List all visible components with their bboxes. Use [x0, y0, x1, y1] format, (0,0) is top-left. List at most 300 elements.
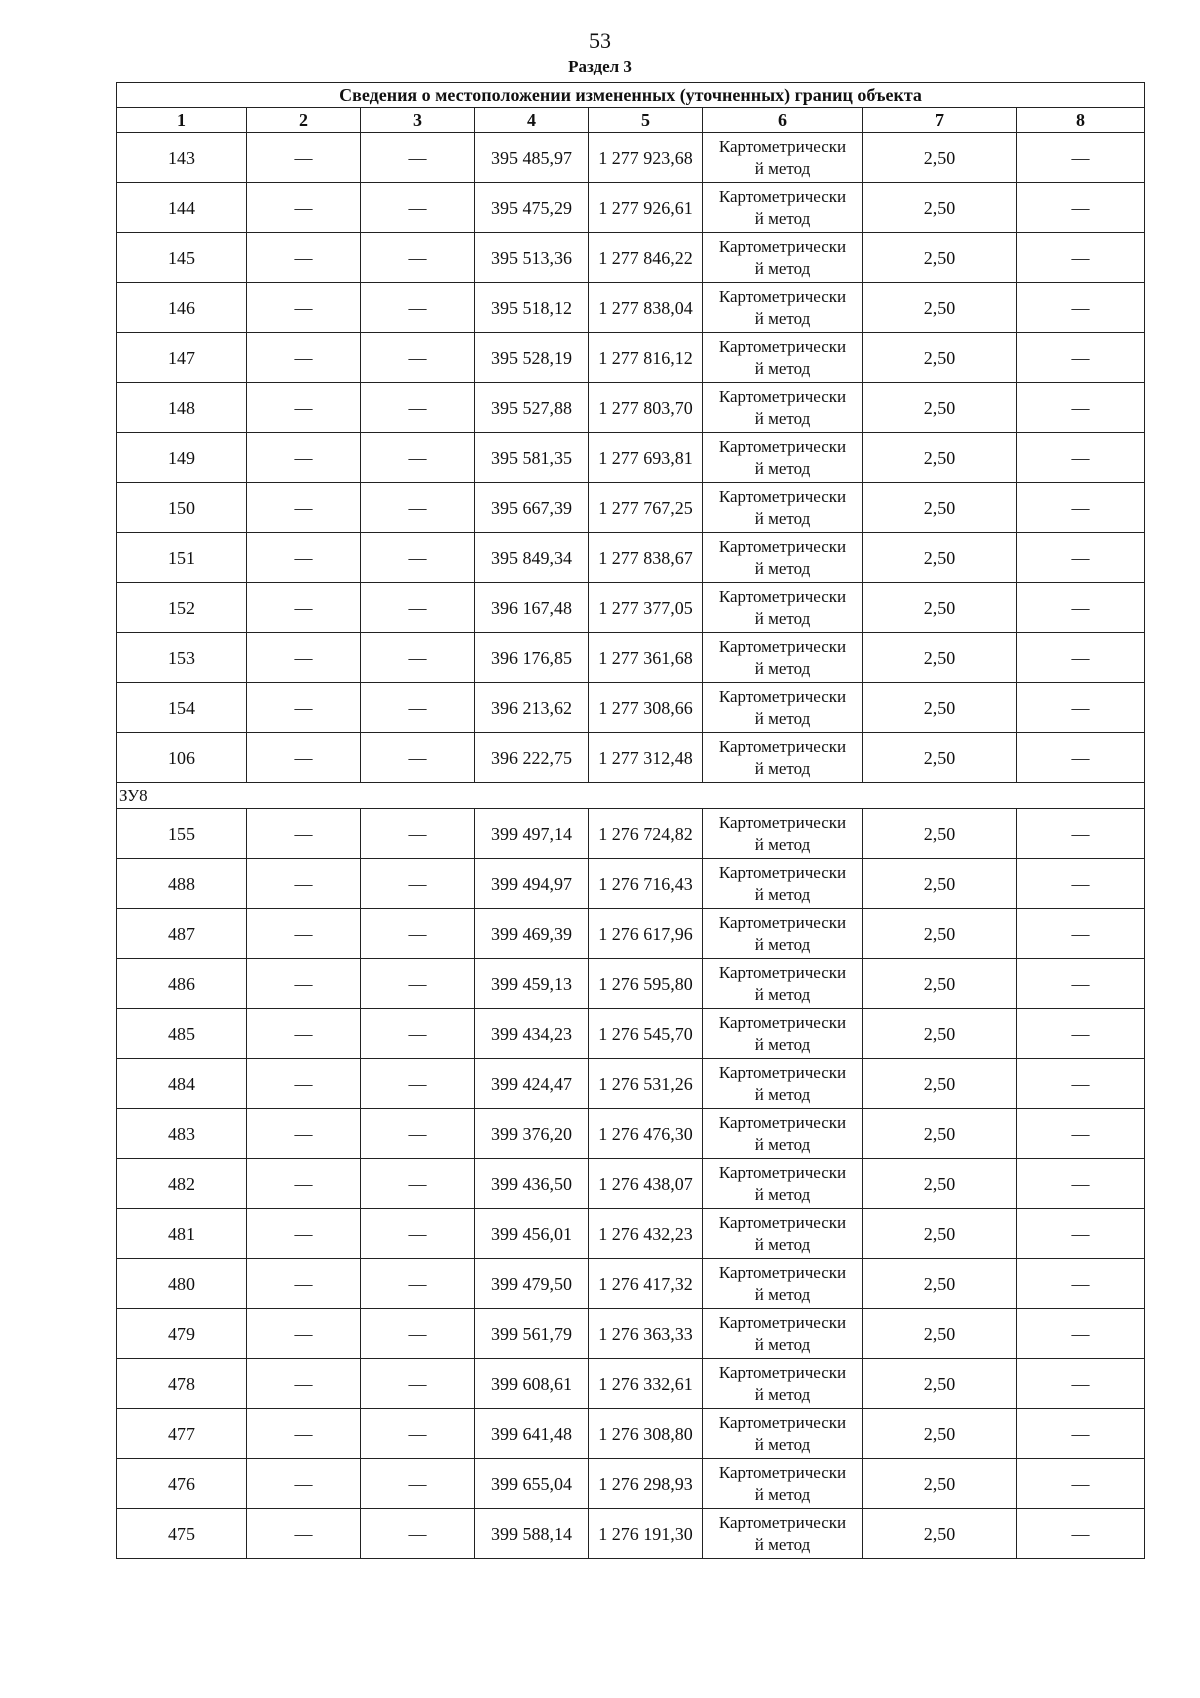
column-3-cell: —: [361, 1309, 475, 1359]
column-number: 6: [703, 108, 863, 133]
column-2-cell: —: [247, 333, 361, 383]
y-coordinate-cell: 1 277 838,67: [589, 533, 703, 583]
method-line-2: й метод: [754, 708, 811, 728]
method-line-1: Картометрически: [718, 1112, 847, 1132]
y-coordinate-cell: 1 276 363,33: [589, 1309, 703, 1359]
method-line-1: Картометрически: [718, 136, 847, 156]
column-3-cell: —: [361, 859, 475, 909]
column-2-cell: —: [247, 1209, 361, 1259]
method-line-1: Картометрически: [718, 186, 847, 206]
method-cell: [703, 1459, 863, 1509]
accuracy-cell: 2,50: [863, 233, 1017, 283]
table-row: [117, 333, 1145, 383]
point-number-cell: 148: [117, 383, 247, 433]
x-coordinate-cell: 395 518,12: [475, 283, 589, 333]
point-number-cell: 106: [117, 733, 247, 783]
accuracy-cell: 2,50: [863, 909, 1017, 959]
x-coordinate-cell: 399 376,20: [475, 1109, 589, 1159]
method-line-1: Картометрически: [718, 636, 847, 656]
column-2-cell: —: [247, 1409, 361, 1459]
x-coordinate-cell: 395 528,19: [475, 333, 589, 383]
x-coordinate-cell: 399 424,47: [475, 1059, 589, 1109]
x-coordinate-cell: 395 581,35: [475, 433, 589, 483]
point-number-cell: 146: [117, 283, 247, 333]
x-coordinate-cell: 395 667,39: [475, 483, 589, 533]
column-8-cell: —: [1017, 483, 1145, 533]
column-2-cell: —: [247, 733, 361, 783]
column-2-cell: —: [247, 959, 361, 1009]
point-number-cell: 154: [117, 683, 247, 733]
method-line-2: й метод: [754, 984, 811, 1004]
method-line-2: й метод: [754, 1484, 811, 1504]
column-8-cell: —: [1017, 633, 1145, 683]
boundary-coordinates-table: [116, 82, 1145, 1559]
x-coordinate-cell: 399 469,39: [475, 909, 589, 959]
column-3-cell: —: [361, 533, 475, 583]
table-row: [117, 633, 1145, 683]
point-number-cell: 483: [117, 1109, 247, 1159]
column-3-cell: —: [361, 1409, 475, 1459]
column-8-cell: —: [1017, 733, 1145, 783]
method-line-1: Картометрически: [718, 1012, 847, 1032]
column-8-cell: —: [1017, 1109, 1145, 1159]
column-8-cell: —: [1017, 1309, 1145, 1359]
column-8-cell: —: [1017, 133, 1145, 183]
x-coordinate-cell: 399 434,23: [475, 1009, 589, 1059]
point-number-cell: 155: [117, 809, 247, 859]
y-coordinate-cell: 1 277 308,66: [589, 683, 703, 733]
column-2-cell: —: [247, 283, 361, 333]
point-number-cell: 152: [117, 583, 247, 633]
method-cell: [703, 1309, 863, 1359]
y-coordinate-cell: 1 276 332,61: [589, 1359, 703, 1409]
table-row: [117, 1109, 1145, 1159]
y-coordinate-cell: 1 277 377,05: [589, 583, 703, 633]
accuracy-cell: 2,50: [863, 483, 1017, 533]
page-number: 53: [589, 28, 611, 53]
method-line-1: Картометрически: [718, 1412, 847, 1432]
method-line-2: й метод: [754, 1084, 811, 1104]
method-cell: [703, 1009, 863, 1059]
column-3-cell: —: [361, 1209, 475, 1259]
column-number: 5: [589, 108, 703, 133]
x-coordinate-cell: 395 527,88: [475, 383, 589, 433]
point-number-cell: 145: [117, 233, 247, 283]
accuracy-cell: 2,50: [863, 1009, 1017, 1059]
x-coordinate-cell: 396 213,62: [475, 683, 589, 733]
accuracy-cell: 2,50: [863, 683, 1017, 733]
method-line-2: й метод: [754, 308, 811, 328]
x-coordinate-cell: 396 167,48: [475, 583, 589, 633]
y-coordinate-cell: 1 276 432,23: [589, 1209, 703, 1259]
table-row: [117, 183, 1145, 233]
x-coordinate-cell: 395 513,36: [475, 233, 589, 283]
table-row: [117, 233, 1145, 283]
y-coordinate-cell: 1 276 617,96: [589, 909, 703, 959]
method-line-2: й метод: [754, 258, 811, 278]
method-line-1: Картометрически: [718, 1462, 847, 1482]
column-2-cell: —: [247, 533, 361, 583]
column-8-cell: —: [1017, 909, 1145, 959]
column-2-cell: —: [247, 1509, 361, 1559]
column-3-cell: —: [361, 1159, 475, 1209]
point-number-cell: 480: [117, 1259, 247, 1309]
column-8-cell: —: [1017, 809, 1145, 859]
column-3-cell: —: [361, 1459, 475, 1509]
x-coordinate-cell: 399 456,01: [475, 1209, 589, 1259]
group-label: ЗУ8: [117, 783, 1145, 809]
method-cell: [703, 1109, 863, 1159]
column-number: 1: [117, 108, 247, 133]
table-row: [117, 383, 1145, 433]
point-number-cell: 143: [117, 133, 247, 183]
accuracy-cell: 2,50: [863, 383, 1017, 433]
point-number-cell: 149: [117, 433, 247, 483]
y-coordinate-cell: 1 276 595,80: [589, 959, 703, 1009]
column-number-row: [117, 108, 1145, 133]
x-coordinate-cell: 399 459,13: [475, 959, 589, 1009]
accuracy-cell: 2,50: [863, 1209, 1017, 1259]
column-8-cell: —: [1017, 1059, 1145, 1109]
point-number-cell: 484: [117, 1059, 247, 1109]
method-line-2: й метод: [754, 608, 811, 628]
x-coordinate-cell: 399 561,79: [475, 1309, 589, 1359]
method-line-1: Картометрически: [718, 912, 847, 932]
point-number-cell: 477: [117, 1409, 247, 1459]
point-number-cell: 488: [117, 859, 247, 909]
accuracy-cell: 2,50: [863, 859, 1017, 909]
accuracy-cell: 2,50: [863, 433, 1017, 483]
column-number: 3: [361, 108, 475, 133]
accuracy-cell: 2,50: [863, 1159, 1017, 1209]
x-coordinate-cell: 395 475,29: [475, 183, 589, 233]
y-coordinate-cell: 1 276 531,26: [589, 1059, 703, 1109]
method-cell: [703, 683, 863, 733]
column-8-cell: —: [1017, 683, 1145, 733]
y-coordinate-cell: 1 276 716,43: [589, 859, 703, 909]
column-8-cell: —: [1017, 1359, 1145, 1409]
column-8-cell: —: [1017, 383, 1145, 433]
column-2-cell: —: [247, 1159, 361, 1209]
table-row: [117, 809, 1145, 859]
accuracy-cell: 2,50: [863, 1359, 1017, 1409]
accuracy-cell: 2,50: [863, 1409, 1017, 1459]
column-3-cell: —: [361, 583, 475, 633]
point-number-cell: 476: [117, 1459, 247, 1509]
table-row: [117, 133, 1145, 183]
column-3-cell: —: [361, 133, 475, 183]
method-line-1: Картометрически: [718, 336, 847, 356]
method-line-1: Картометрически: [718, 862, 847, 882]
method-line-2: й метод: [754, 934, 811, 954]
table-row: [117, 583, 1145, 633]
column-8-cell: —: [1017, 1259, 1145, 1309]
method-cell: [703, 1259, 863, 1309]
method-line-1: Картометрически: [718, 436, 847, 456]
section-title: Раздел 3: [568, 57, 632, 76]
y-coordinate-cell: 1 277 693,81: [589, 433, 703, 483]
y-coordinate-cell: 1 276 476,30: [589, 1109, 703, 1159]
table-row: [117, 1059, 1145, 1109]
method-cell: [703, 1209, 863, 1259]
method-line-1: Картометрически: [718, 1262, 847, 1282]
table-row: [117, 1259, 1145, 1309]
method-line-1: Картометрически: [718, 962, 847, 982]
column-3-cell: —: [361, 433, 475, 483]
column-2-cell: —: [247, 583, 361, 633]
method-line-1: Картометрически: [718, 1362, 847, 1382]
method-cell: [703, 1509, 863, 1559]
method-line-2: й метод: [754, 1134, 811, 1154]
method-line-2: й метод: [754, 884, 811, 904]
y-coordinate-cell: 1 277 361,68: [589, 633, 703, 683]
x-coordinate-cell: 399 436,50: [475, 1159, 589, 1209]
column-number: 7: [863, 108, 1017, 133]
method-line-2: й метод: [754, 1534, 811, 1554]
method-cell: [703, 133, 863, 183]
column-3-cell: —: [361, 809, 475, 859]
table-row: [117, 1309, 1145, 1359]
table-row: [117, 1159, 1145, 1209]
y-coordinate-cell: 1 277 767,25: [589, 483, 703, 533]
method-cell: [703, 383, 863, 433]
method-cell: [703, 533, 863, 583]
column-3-cell: —: [361, 1259, 475, 1309]
point-number-cell: 151: [117, 533, 247, 583]
x-coordinate-cell: 396 176,85: [475, 633, 589, 683]
column-3-cell: —: [361, 1109, 475, 1159]
y-coordinate-cell: 1 277 923,68: [589, 133, 703, 183]
method-line-1: Картометрически: [718, 586, 847, 606]
method-cell: [703, 583, 863, 633]
column-3-cell: —: [361, 1359, 475, 1409]
column-3-cell: —: [361, 733, 475, 783]
point-number-cell: 487: [117, 909, 247, 959]
y-coordinate-cell: 1 276 308,80: [589, 1409, 703, 1459]
column-2-cell: —: [247, 909, 361, 959]
accuracy-cell: 2,50: [863, 1309, 1017, 1359]
accuracy-cell: 2,50: [863, 1459, 1017, 1509]
method-line-2: й метод: [754, 658, 811, 678]
y-coordinate-cell: 1 277 926,61: [589, 183, 703, 233]
method-line-2: й метод: [754, 1184, 811, 1204]
point-number-cell: 144: [117, 183, 247, 233]
method-cell: [703, 1359, 863, 1409]
method-line-2: й метод: [754, 158, 811, 178]
column-3-cell: —: [361, 183, 475, 233]
method-line-2: й метод: [754, 208, 811, 228]
table-row: [117, 1409, 1145, 1459]
method-line-2: й метод: [754, 1034, 811, 1054]
column-2-cell: —: [247, 1259, 361, 1309]
column-2-cell: —: [247, 233, 361, 283]
column-3-cell: —: [361, 1059, 475, 1109]
column-8-cell: —: [1017, 1159, 1145, 1209]
method-line-1: Картометрически: [718, 1212, 847, 1232]
method-line-2: й метод: [754, 1384, 811, 1404]
method-line-1: Картометрически: [718, 386, 847, 406]
point-number-cell: 482: [117, 1159, 247, 1209]
column-3-cell: —: [361, 1509, 475, 1559]
column-8-cell: —: [1017, 233, 1145, 283]
column-8-cell: —: [1017, 433, 1145, 483]
column-3-cell: —: [361, 683, 475, 733]
method-cell: [703, 233, 863, 283]
accuracy-cell: 2,50: [863, 1059, 1017, 1109]
point-number-cell: 485: [117, 1009, 247, 1059]
method-cell: [703, 1409, 863, 1459]
column-8-cell: —: [1017, 283, 1145, 333]
y-coordinate-cell: 1 277 846,22: [589, 233, 703, 283]
method-cell: [703, 909, 863, 959]
x-coordinate-cell: 395 849,34: [475, 533, 589, 583]
column-2-cell: —: [247, 683, 361, 733]
column-8-cell: —: [1017, 1509, 1145, 1559]
column-2-cell: —: [247, 133, 361, 183]
y-coordinate-cell: 1 276 417,32: [589, 1259, 703, 1309]
table-row: [117, 1509, 1145, 1559]
method-cell: [703, 483, 863, 533]
column-3-cell: —: [361, 959, 475, 1009]
column-3-cell: —: [361, 909, 475, 959]
method-line-2: й метод: [754, 408, 811, 428]
method-cell: [703, 1059, 863, 1109]
column-8-cell: —: [1017, 1459, 1145, 1509]
accuracy-cell: 2,50: [863, 1109, 1017, 1159]
method-line-1: Картометрически: [718, 736, 847, 756]
table-row: [117, 1009, 1145, 1059]
table-caption-row: [117, 83, 1145, 108]
accuracy-cell: 2,50: [863, 959, 1017, 1009]
accuracy-cell: 2,50: [863, 183, 1017, 233]
method-line-2: й метод: [754, 458, 811, 478]
table-row: [117, 283, 1145, 333]
method-cell: [703, 183, 863, 233]
method-line-2: й метод: [754, 1434, 811, 1454]
column-8-cell: —: [1017, 959, 1145, 1009]
table-row: [117, 909, 1145, 959]
column-3-cell: —: [361, 383, 475, 433]
point-number-cell: 479: [117, 1309, 247, 1359]
method-cell: [703, 959, 863, 1009]
column-8-cell: —: [1017, 533, 1145, 583]
table-row: [117, 1209, 1145, 1259]
column-2-cell: —: [247, 433, 361, 483]
column-8-cell: —: [1017, 333, 1145, 383]
y-coordinate-cell: 1 276 724,82: [589, 809, 703, 859]
column-2-cell: —: [247, 183, 361, 233]
x-coordinate-cell: 399 497,14: [475, 809, 589, 859]
point-number-cell: 486: [117, 959, 247, 1009]
column-2-cell: —: [247, 1059, 361, 1109]
x-coordinate-cell: 396 222,75: [475, 733, 589, 783]
method-line-1: Картометрически: [718, 1162, 847, 1182]
point-number-cell: 153: [117, 633, 247, 683]
x-coordinate-cell: 399 655,04: [475, 1459, 589, 1509]
y-coordinate-cell: 1 276 545,70: [589, 1009, 703, 1059]
method-line-1: Картометрически: [718, 236, 847, 256]
column-2-cell: —: [247, 483, 361, 533]
x-coordinate-cell: 395 485,97: [475, 133, 589, 183]
table-row: [117, 959, 1145, 1009]
column-3-cell: —: [361, 333, 475, 383]
column-2-cell: —: [247, 859, 361, 909]
column-8-cell: —: [1017, 1409, 1145, 1459]
method-cell: [703, 809, 863, 859]
column-2-cell: —: [247, 1359, 361, 1409]
table-row: [117, 483, 1145, 533]
accuracy-cell: 2,50: [863, 533, 1017, 583]
accuracy-cell: 2,50: [863, 633, 1017, 683]
accuracy-cell: 2,50: [863, 333, 1017, 383]
accuracy-cell: 2,50: [863, 809, 1017, 859]
table-row: [117, 683, 1145, 733]
method-line-2: й метод: [754, 358, 811, 378]
y-coordinate-cell: 1 276 298,93: [589, 1459, 703, 1509]
column-2-cell: —: [247, 1309, 361, 1359]
method-line-1: Картометрически: [718, 286, 847, 306]
column-8-cell: —: [1017, 583, 1145, 633]
column-2-cell: —: [247, 809, 361, 859]
table-row: [117, 1459, 1145, 1509]
y-coordinate-cell: 1 277 838,04: [589, 283, 703, 333]
method-cell: [703, 633, 863, 683]
column-number: 4: [475, 108, 589, 133]
table-caption: Сведения о местоположении измененных (уточненных) границ объекта: [117, 83, 1145, 108]
accuracy-cell: 2,50: [863, 283, 1017, 333]
method-line-2: й метод: [754, 1284, 811, 1304]
table-row: [117, 433, 1145, 483]
accuracy-cell: 2,50: [863, 1259, 1017, 1309]
accuracy-cell: 2,50: [863, 733, 1017, 783]
method-line-2: й метод: [754, 508, 811, 528]
column-8-cell: —: [1017, 1009, 1145, 1059]
table-row: [117, 1359, 1145, 1409]
method-line-2: й метод: [754, 834, 811, 854]
x-coordinate-cell: 399 641,48: [475, 1409, 589, 1459]
table-row: [117, 733, 1145, 783]
method-line-2: й метод: [754, 1234, 811, 1254]
method-line-1: Картометрически: [718, 536, 847, 556]
method-line-2: й метод: [754, 1334, 811, 1354]
group-header-row: [117, 783, 1145, 809]
y-coordinate-cell: 1 277 816,12: [589, 333, 703, 383]
column-number: 2: [247, 108, 361, 133]
method-line-1: Картометрически: [718, 1512, 847, 1532]
point-number-cell: 481: [117, 1209, 247, 1259]
method-cell: [703, 283, 863, 333]
column-number: 8: [1017, 108, 1145, 133]
method-line-1: Картометрически: [718, 686, 847, 706]
column-8-cell: —: [1017, 1209, 1145, 1259]
x-coordinate-cell: 399 479,50: [475, 1259, 589, 1309]
column-2-cell: —: [247, 1109, 361, 1159]
y-coordinate-cell: 1 277 312,48: [589, 733, 703, 783]
y-coordinate-cell: 1 277 803,70: [589, 383, 703, 433]
method-line-1: Картометрически: [718, 1312, 847, 1332]
y-coordinate-cell: 1 276 191,30: [589, 1509, 703, 1559]
method-line-1: Картометрически: [718, 812, 847, 832]
column-2-cell: —: [247, 1459, 361, 1509]
method-cell: [703, 1159, 863, 1209]
point-number-cell: 147: [117, 333, 247, 383]
column-2-cell: —: [247, 383, 361, 433]
point-number-cell: 150: [117, 483, 247, 533]
column-3-cell: —: [361, 233, 475, 283]
accuracy-cell: 2,50: [863, 133, 1017, 183]
column-2-cell: —: [247, 633, 361, 683]
column-8-cell: —: [1017, 859, 1145, 909]
